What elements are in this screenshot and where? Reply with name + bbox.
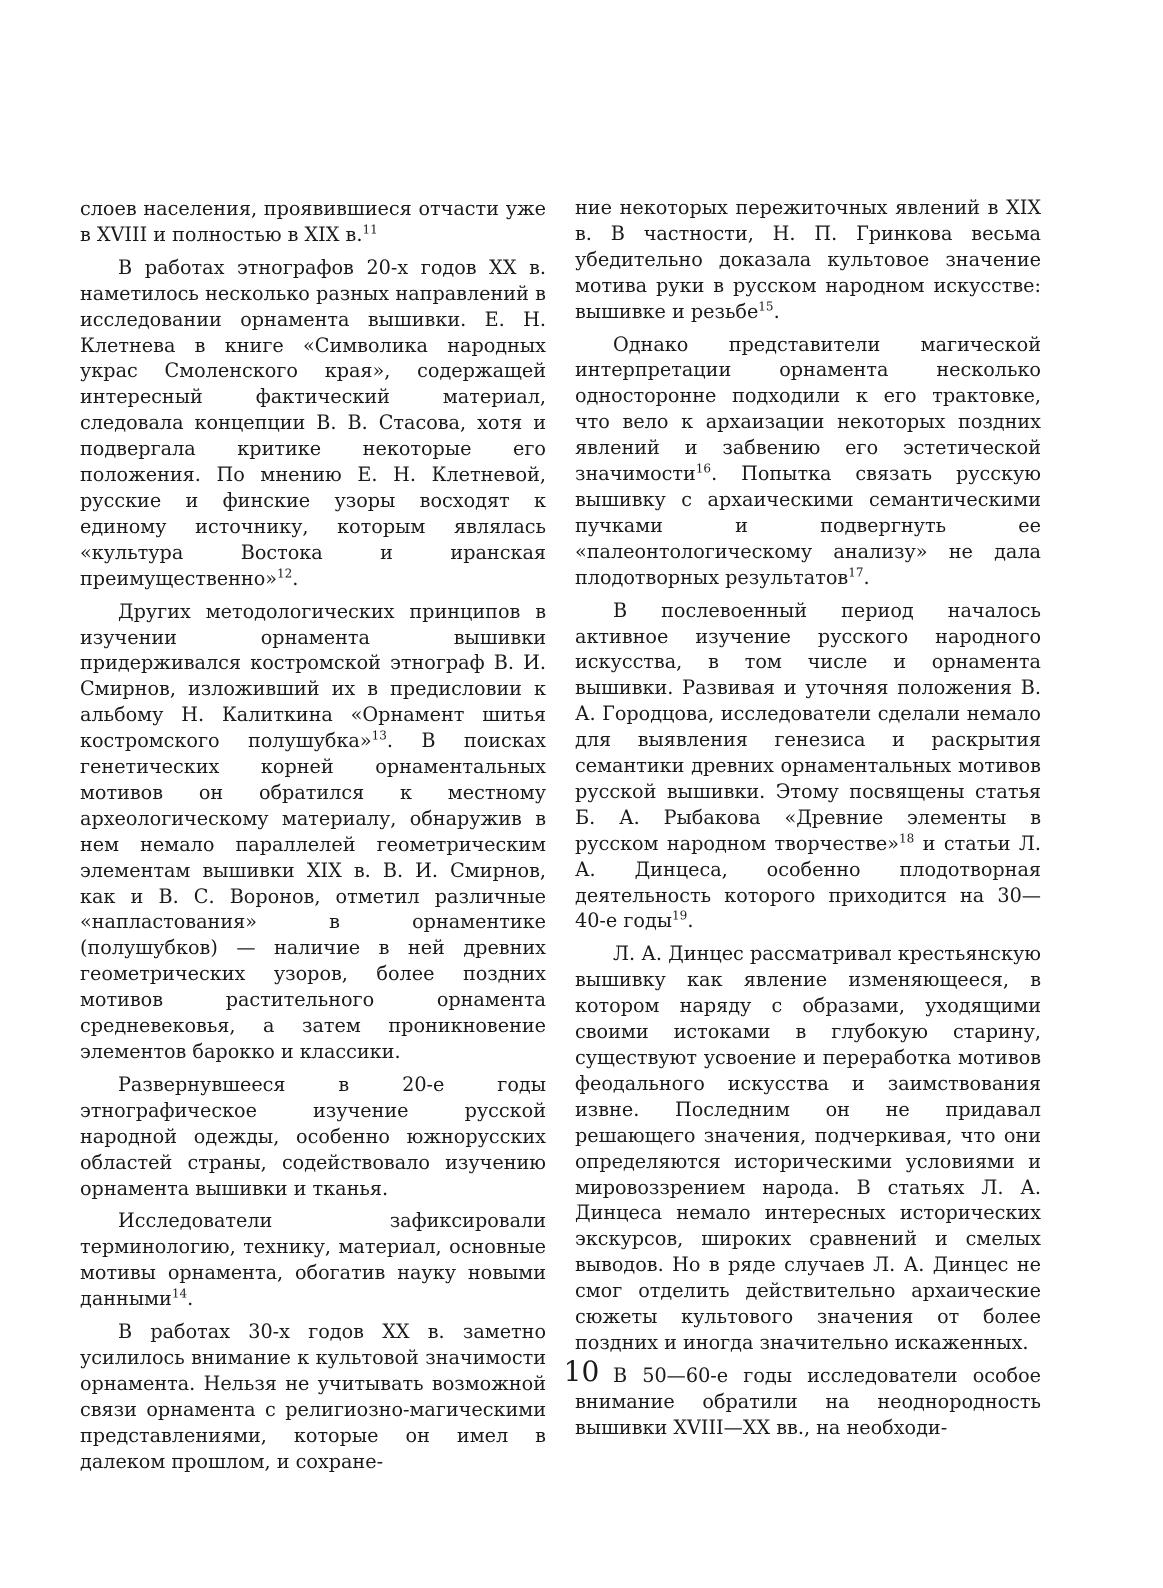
- paragraph: В работах 30-х годов XX в. заметно усилилось внимание к культовой значимости орнамента. Нельзя не учитывать возможной связи орнамента с религиозно-магическими представлениями, которые он имел в далеком прошлом, и сохране-: [80, 1320, 546, 1473]
- footnote-ref: 17: [848, 565, 864, 580]
- footnote-ref: 13: [371, 728, 387, 743]
- paragraph: слоев населения, проявившиеся отчасти уже в XVIII и полностью в XIX в.$^{11}$: [80, 197, 546, 246]
- footnote-ref: 19: [672, 909, 688, 924]
- paragraph: Развернувшееся в 20-е годы этнографическое изучение русской народной одежды, особенно южнорусских областей страны, содействовало изучению орнамента вышивки и тканья.: [80, 1072, 546, 1200]
- paragraph: В работах этнографов 20-х годов XX в. наметилось несколько разных направлений в исследовании орнамента вышивки. Е. Н. Клетнева в книге «Символика народных украс Смоленского края», содержащей интересный фактический материал, следовала концепции В. В. Стасова, хотя и подвергала критике некоторые его положения. По мнению Е. Н. Клетневой, русские и финские узоры восходят к единому источнику, которым являлась «культура Востока и иранская преимущественно»$^{12}$.: [80, 255, 546, 590]
- footnote-ref: 14: [171, 1286, 188, 1301]
- footnote-ref: 15: [758, 299, 774, 314]
- footnote-ref: 16: [695, 461, 712, 476]
- paragraph: Однако представители магической интерпретации орнамента несколько односторонне подходили к его трактовке, что вело к архаизации некоторых поздних явлений и забвению его эстетической значимости$^{16}$. Попытка связать русскую вышивку с архаическими семантическими пучками и подвергнуть ее «палеонтологическому анализу» не дала плодотворных результатов$^{17}$.: [575, 332, 1041, 589]
- paragraph: В послевоенный период началось активное изучение русского народного искусства, в том числе и орнамента вышивки. Развивая и уточняя положения В. А. Городцова, исследователи сделали немало для выявления генезиса и раскрытия семантики древних орнаментальных мотивов русской вышивки. Этому посвящены статья Б. А. Рыбакова «Древние элементы в русском народном творчестве»$^{18}$ и статьи Л. А. Динцеса, особенно плодотворная деятельность которого приходится на 30—40-е годы$^{19}$.: [575, 598, 1041, 933]
- paragraph: Л. А. Динцес рассматривал крестьянскую вышивку как явление изменяющееся, в котором наряду с образами, уходящими своими истоками в глубокую старину, существуют усвоение и переработка мотивов феодального искусства и заимствования извне. Последним он не придавал решающего значения, подчеркивая, что они определяются историческими условиями и мировоззрением народа. В статьях Л. А. Динцеса немало интересных исторических экскурсов, широких сравнений и смелых выводов. Но в ряде случаев Л. А. Динцес не смог отделить действительно архаические сюжеты культового значения от более поздних и иногда значительно искаженных.: [575, 942, 1041, 1354]
- paragraph: ние некоторых пережиточных явлений в XIX в. В частности, Н. П. Гринкова весьма убедительно доказала культовое значение мотива руки в русском народном искусстве: вышивке и резьбе$^{15}$.: [575, 196, 1041, 323]
- page-number: 10: [563, 1355, 600, 1388]
- footnote-ref: 12: [277, 566, 293, 581]
- paragraph: Других методологических принципов в изучении орнамента вышивки придерживался костромской этнограф В. И. Смирнов, изложивший их в предисловии к альбому Н. Калиткина «Орнамент шитья костромского полушубка»$^{13}$. В поисках генетических корней орнаментальных мотивов он обратился к местному археологическому материалу, обнаружив в нем немало параллелей геометрическим элементам вышивки XIX в. В. И. Смирнов, как и В. С. Воронов, отметил различные «напластования» в орнаментике (полушубков) — наличие в ней древних геометрических узоров, более поздних мотивов растительного орнамента средневековья, а затем проникновение элементов барокко и классики.: [80, 599, 547, 1063]
- left-column: [80, 196, 546, 1482]
- footnote-ref: 18: [899, 831, 915, 846]
- paragraph: В 50—60-е годы исследователи особое внимание обратили на неоднородность вышивки XVIII—XX вв., на необходи-: [575, 1363, 1041, 1439]
- footnote-ref: 11: [362, 222, 378, 237]
- paragraph: Исследователи зафиксировали терминологию, технику, материал, основные мотивы орнамента, обогатив науку новыми данными$^{14}$.: [80, 1209, 546, 1311]
- right-column: [575, 195, 1041, 1448]
